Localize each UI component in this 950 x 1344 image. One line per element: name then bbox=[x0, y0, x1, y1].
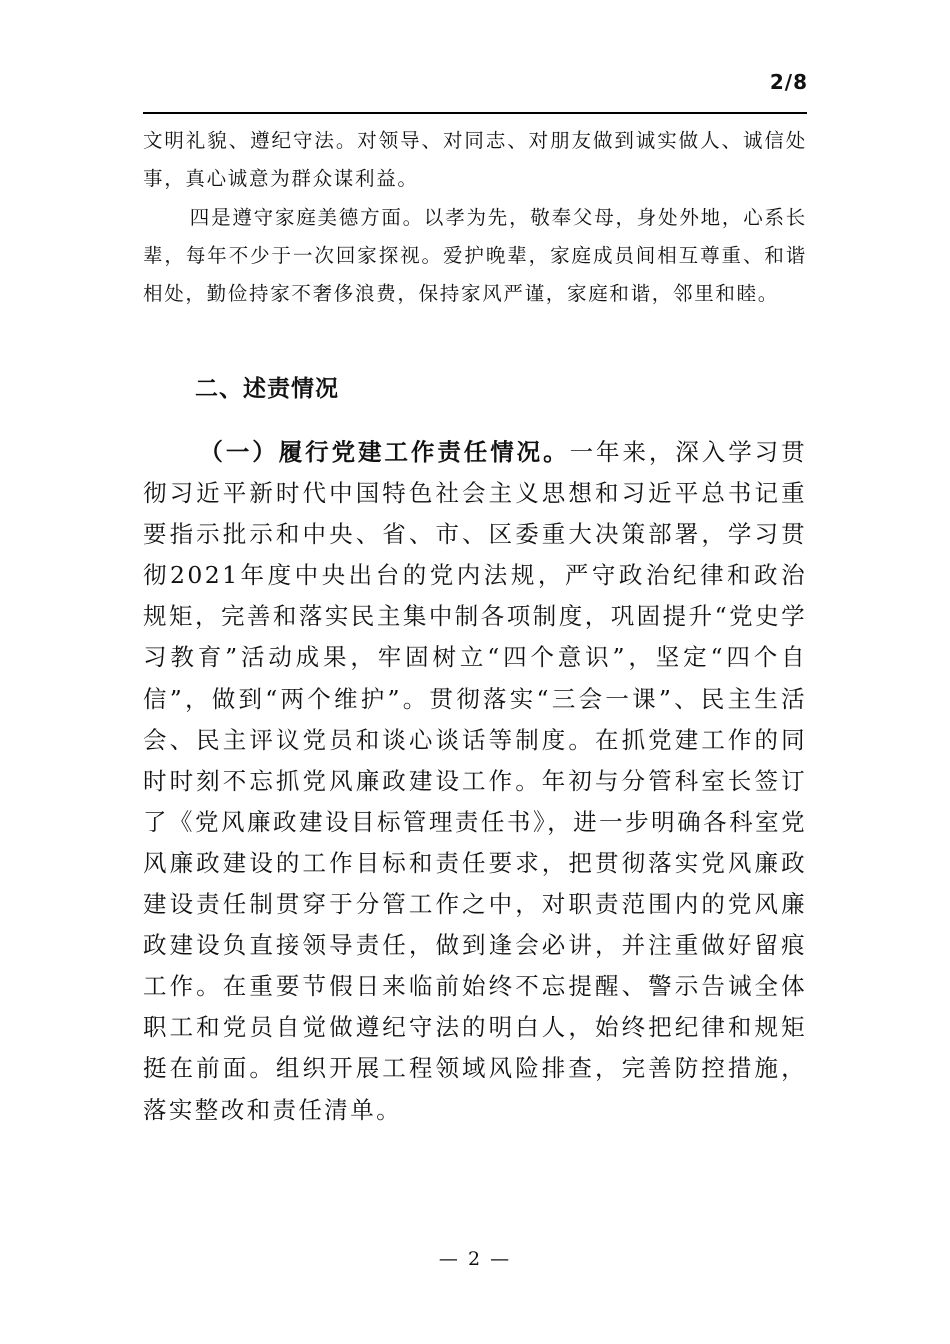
section-two-heading: 二、述责情况 bbox=[195, 376, 339, 402]
paragraph-party-building bbox=[143, 432, 807, 1131]
subsection-body: 一年来，深入学习贯彻习近平新时代中国特色社会主义思想和习近平总书记重要指示批示和中央、省、市、区委重大决策部署，学习贯彻2021年度中央出台的党内法规，严守政治纪律和政治规矩，完善和落实民主集中制各项制度，巩固提升“党史学习教育”活动成果，牢固树立“四个意识”，坚定“四个自信”，做到“两个维护”。贯彻落实“三会一课”、民主生活会、民主评议党员和谈心谈话等制度。在抓党建工作的同时时刻不忘抓党风廉政建设工作。年初与分管科室长签订了《党风廉政建设目标管理责任书》，进一步明确各科室党风廉政建设的工作目标和责任要求，把贯彻落实党风廉政建设责任制贯穿于分管工作之中，对职责范围内的党风廉政建设负直接领导责任，做到逢会必讲，并注重做好留痕工作。在重要节假日来临前始终不忘提醒、警示告诫全体职工和党员自觉做遵纪守法的明白人，始终把纪律和规矩挺在前面。组织开展工程领域风险排查，完善防控措施，落实整改和责任清单。 bbox=[143, 438, 807, 1124]
page-counter: 2/8 bbox=[769, 70, 808, 94]
paragraph-family-virtue: 四是遵守家庭美德方面。以孝为先，敬奉父母，身处外地，心系长辈，每年不少于一次回家探视。爱护晚辈，家庭成员间相互尊重、和谐相处，勤俭持家不奢侈浪费，保持家风严谨，家庭和谐，邻里和睦。 bbox=[143, 205, 807, 306]
subsection-lead: （一）履行党建工作责任情况。 bbox=[199, 438, 570, 466]
footer-page-number: — 2 — bbox=[438, 1248, 512, 1270]
paragraph-continuation: 文明礼貌、遵纪守法。对领导、对同志、对朋友做到诚实做人、诚信处事，真心诚意为群众谋利益。 bbox=[143, 129, 807, 191]
section-two-body bbox=[143, 432, 807, 1131]
header-rule bbox=[143, 112, 807, 114]
section-one-tail bbox=[143, 122, 807, 313]
